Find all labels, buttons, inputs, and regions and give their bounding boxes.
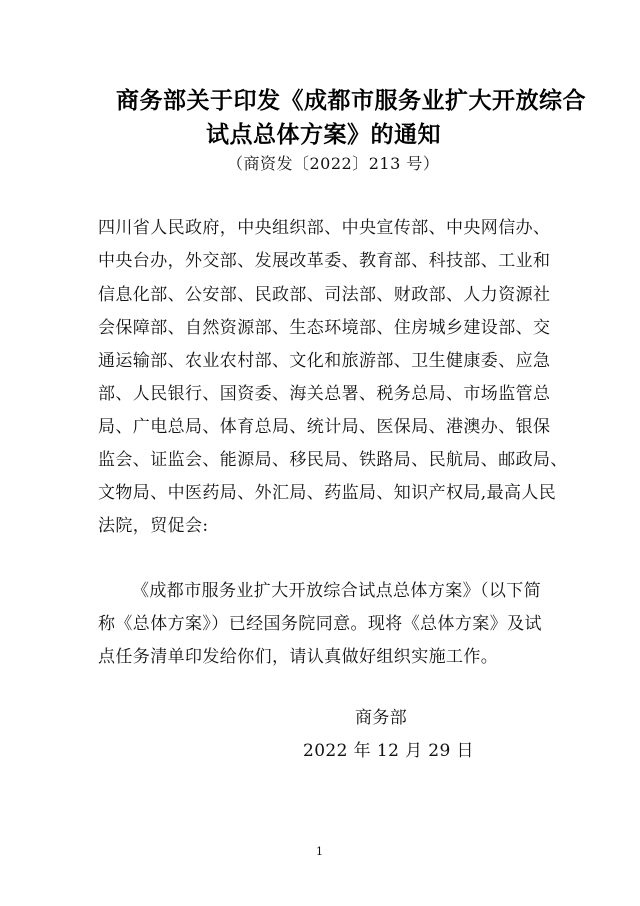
addressees-line: 局、广电总局、体育总局、统计局、医保局、港澳办、银保 (98, 417, 551, 437)
body-paragraph-line: 点任务清单印发给你们，请认真做好组织实施工作。 (98, 647, 499, 667)
addressees-line: 四川省人民政府，中央组织部、中央宣传部、中央网信办、 (98, 218, 551, 238)
issue-date: 2022 年 12 月 29 日 (303, 741, 474, 761)
body-paragraph-line: 《成都市服务业扩大开放综合试点总体方案》（以下简 (132, 581, 542, 601)
addressees-line: 监会、证监会、能源局、移民局、铁路局、民航局、邮政局、 (98, 450, 568, 470)
issuer-signature: 商务部 (355, 708, 408, 728)
addressees-line: 法院，贸促会: (98, 516, 209, 536)
body-paragraph-line: 称《总体方案》）已经国务院同意。现将《总体方案》及试 (98, 614, 542, 634)
addressees-line: 文物局、中医药局、外汇局、药监局、知识产权局,最高人民 (98, 483, 557, 503)
addressees-line: 会保障部、自然资源部、生态环境部、住房城乡建设部、交 (98, 318, 551, 338)
document-title-line-2: 试点总体方案》的通知 (206, 122, 441, 148)
document-title-line-1: 商务部关于印发《成都市服务业扩大开放综合 (116, 88, 586, 114)
addressees-line: 中央台办，外交部、发展改革委、教育部、科技部、工业和 (98, 251, 551, 271)
page-number: 1 (316, 845, 323, 858)
document-number: （商资发〔2022〕213 号） (227, 154, 440, 173)
addressees-line: 通运输部、农业农村部、文化和旅游部、卫生健康委、应急 (98, 351, 551, 371)
addressees-line: 部、人民银行、国资委、海关总署、税务总局、市场监管总 (98, 384, 551, 404)
addressees-line: 信息化部、公安部、民政部、司法部、财政部、人力资源社 (98, 285, 551, 305)
